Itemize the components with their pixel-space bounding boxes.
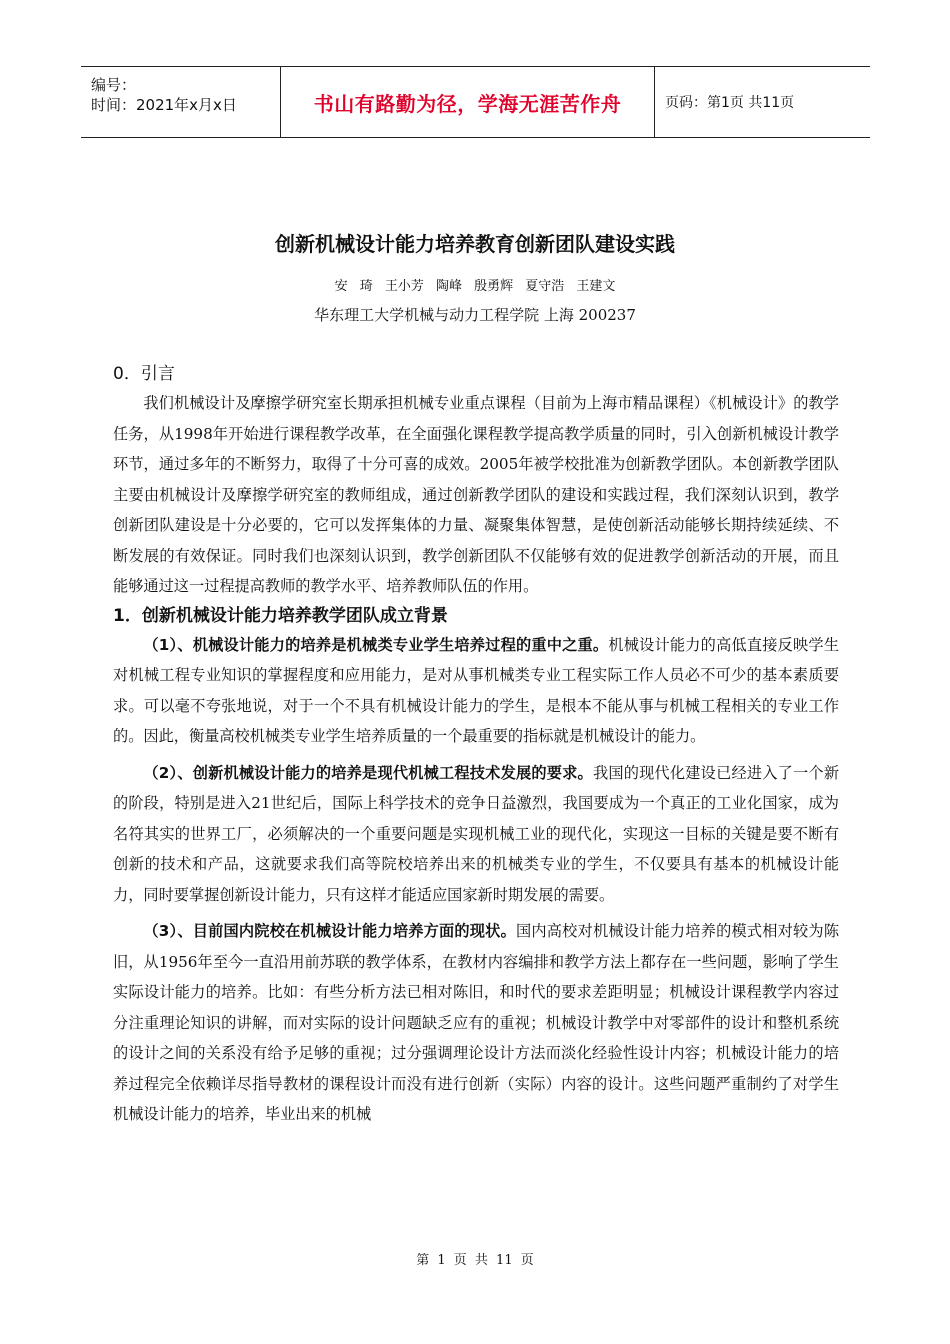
header-number: 编号： [91, 76, 137, 94]
intro-paragraph: 我们机械设计及摩擦学研究室长期承担机械专业重点课程（目前为上海市精品课程）《机械设计》的教学任务，从1998年开始进行课程教学改革，在全面强化课程教学提高教学质量的同时，引入创新机械设计教学环节，通过多年的不断努力，取得了十分可喜的成效。2005年被学校批准为创新教学团队。本创新教学团队主要由机械设计及摩擦学研究室的教师组成，通过创新教学团队的建设和实践过程，我们深刻认识到，教学创新团队建设是十分必要的，它可以发挥集体的力量、凝聚集体智慧，是使创新活动能够长期持续延续、不断发展的有效保证。同时我们也深刻认识到，教学创新团队不仅能够有效的促进教学创新活动的开展，而且能够通过这一过程提高教师的教学水平、培养教师队伍的作用。 [113, 394, 839, 595]
paper-authors: 安 琦 王小芳 陶峰 殷勇辉 夏守浩 王建文 [334, 279, 616, 294]
paragraph-1-text: 机械设计能力的高低直接反映学生对机械工程专业知识的掌握程度和应用能力，是对从事机械类专业工程实际工作人员必不可少的基本素质要求。可以毫不夸张地说，对于一个不具有机械设计能力的学生，是根本不能从事与机械工程相关的专业工作的。因此，衡量高校机械类专业学生培养质量的一个最重要的指标就是机械设计的能力。 [113, 635, 840, 745]
paragraph-1-lead: （1）、机械设计能力的培养是机械类专业学生培养过程的重中之重。 [143, 635, 609, 654]
paper-affiliation: 华东理工大学机械与动力工程学院 上海 200237 [314, 306, 636, 324]
paragraph-1 [113, 630, 839, 752]
header-time: 时间：2021年x月x日 [91, 96, 237, 114]
paragraph-3-text: 国内高校对机械设计能力培养的模式相对较为陈旧，从1956年至今一直沿用前苏联的教学体系，在教材内容编排和教学方法上都存在一些问题，影响了学生实际设计能力的培养。比如：有些分析方法已相对陈旧，和时代的要求差距明显；机械设计课程教学内容过分注重理论知识的讲解，而对实际的设计问题缺乏应有的重视；机械设计教学中对零部件的设计和整机系统的设计之间的关系没有给予足够的重视；过分强调理论设计方法而淡化经验性设计内容；机械设计能力的培养过程完全依赖详尽指导教材的课程设计而没有进行创新（实际）内容的设计。这些问题严重制约了对学生机械设计能力的培养，毕业出来的机械 [113, 922, 840, 1123]
section1-heading: 1．创新机械设计能力培养教学团队成立背景 [113, 605, 448, 626]
paragraph-2-lead: （2）、创新机械设计能力的培养是现代机械工程技术发展的要求。 [143, 763, 593, 782]
header-meta [81, 67, 281, 137]
paragraph-3 [113, 916, 839, 1130]
paragraph-2 [113, 758, 839, 911]
header-motto: 书山有路勤为径，学海无涯苦作舟 [281, 67, 655, 137]
paragraph-3-lead: （3）、目前国内院校在机械设计能力培养方面的现状。 [143, 922, 516, 940]
paragraph-2-text: 我国的现代化建设已经进入了一个新的阶段，特别是进入21世纪后，国际上科学技术的竞争日益激烈，我国要成为一个真正的工业化国家，成为名符其实的世界工厂，必须解决的一个重要问题是实现机械工业的现代化，实现这一目标的关键是要不断有创新的技术和产品，这就要求我们高等院校培养出来的机械类专业的学生，不仅要具有基本的机械设计能力，同时要掌握创新设计能力，只有这样才能适应国家新时期发展的需要。 [113, 763, 840, 904]
paper-body [113, 360, 839, 1130]
paper-title: 创新机械设计能力培养教育创新团队建设实践 [275, 232, 675, 256]
header-page-info: 页码：第1页 共11页 [665, 95, 795, 111]
document-header [81, 66, 870, 138]
intro-heading: 0．引言 [113, 364, 175, 384]
page-footer: 第 1 页 共 11 页 [416, 1253, 534, 1268]
